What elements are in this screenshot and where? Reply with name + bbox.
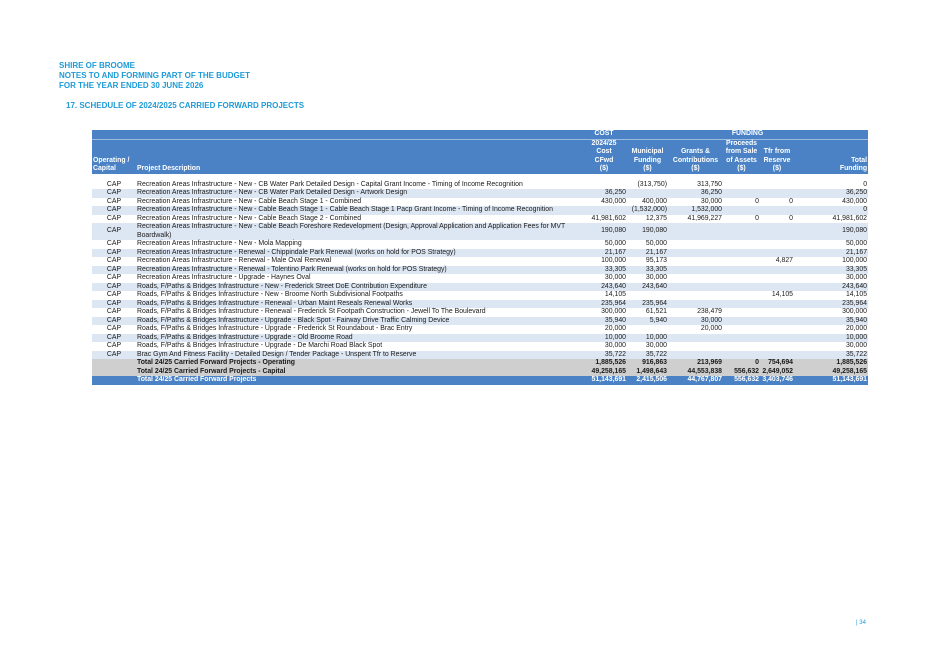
row-description: Recreation Areas Infrastructure - New - Cable Beach Stage 1 - Cable Beach Stage 1 Pacp Grant Income - Timing of Income Recognition — [136, 206, 581, 215]
row-grants: 1,532,000 — [668, 206, 723, 215]
row-proceeds: 0 — [755, 214, 759, 222]
budget-year-title: FOR THE YEAR ENDED 30 JUNE 2026 — [59, 81, 204, 90]
table-row — [92, 223, 868, 240]
row-cost: 33,305 — [581, 266, 627, 275]
row-oc: CAP — [92, 206, 136, 215]
row-cost: 300,000 — [601, 308, 626, 315]
row-oc: CAP — [106, 180, 122, 188]
row-municipal: 50,000 — [645, 240, 667, 247]
table-row — [92, 198, 868, 207]
total-proceeds: 556,632 — [723, 376, 760, 385]
row-oc: CAP — [106, 214, 122, 222]
table-totals — [92, 359, 868, 385]
total-cost: 49,258,165 — [581, 368, 627, 377]
total-tfr: 2,649,052 — [760, 368, 794, 377]
row-total: 33,305 — [794, 266, 868, 275]
row-municipal — [627, 325, 668, 334]
row-grants — [668, 274, 723, 283]
row-tfr — [760, 308, 794, 317]
row-proceeds — [723, 325, 760, 334]
col-description: Project Description — [136, 165, 581, 174]
total-proceeds: 556,632 — [723, 368, 760, 377]
row-proceeds — [723, 274, 760, 283]
col-cost-line3: CFwd — [581, 157, 627, 166]
total-cost: 1,885,526 — [581, 359, 627, 368]
row-oc: CAP — [92, 300, 136, 309]
row-municipal: 33,305 — [627, 266, 668, 275]
total-label: Total 24/25 Carried Forward Projects - Capital — [136, 368, 581, 377]
total-municipal: 916,863 — [627, 359, 668, 368]
row-grants: 20,000 — [700, 325, 722, 332]
row-grants: 41,969,227 — [687, 214, 722, 222]
row-cost: 35,722 — [581, 351, 627, 360]
row-proceeds — [723, 334, 760, 343]
row-tfr — [760, 283, 794, 292]
row-municipal — [627, 291, 668, 300]
row-cost: 50,000 — [604, 240, 626, 247]
totals-row — [92, 368, 868, 377]
row-oc: CAP — [106, 325, 122, 332]
row-proceeds — [723, 342, 760, 351]
row-tfr — [760, 266, 794, 275]
row-description: Recreation Areas Infrastructure - Renewal - Tolentino Park Renewal (works on hold for POS Strategy) — [136, 266, 581, 275]
row-municipal: (1,532,000) — [627, 206, 668, 215]
row-tfr — [760, 240, 794, 249]
total-tfr: 754,694 — [760, 359, 794, 368]
row-grants: 313,750 — [697, 180, 722, 188]
row-municipal: 35,722 — [627, 351, 668, 360]
col-cost-line2: Cost — [581, 148, 627, 157]
row-total: 243,640 — [794, 283, 868, 292]
total-funding: 51,143,691 — [794, 376, 868, 385]
row-grants — [668, 240, 723, 249]
row-municipal: 21,167 — [627, 249, 668, 258]
row-total: 20,000 — [845, 325, 868, 332]
row-proceeds — [723, 266, 760, 275]
row-grants — [668, 300, 723, 309]
row-proceeds — [723, 240, 760, 249]
row-grants — [668, 334, 723, 343]
row-oc: CAP — [92, 266, 136, 275]
row-cost: 243,640 — [581, 283, 627, 292]
row-grants — [668, 223, 723, 240]
row-description: Roads, F/Paths & Bridges Infrastructure - Upgrade - Black Spot - Fairway Drive Traffic Calming Device — [136, 317, 581, 326]
row-oc: CAP — [92, 283, 136, 292]
row-description: Recreation Areas Infrastructure - New - Cable Beach Foreshore Redevelopment (Design, Approval Application and Application Fees for MVT Boardwalk) — [136, 223, 581, 240]
row-total: 14,105 — [845, 291, 868, 298]
row-proceeds: 0 — [755, 197, 759, 205]
row-tfr — [760, 223, 794, 240]
row-oc: CAP — [92, 317, 136, 326]
group-cost-header: COST — [581, 130, 627, 139]
col-oc-line2: Capital — [92, 165, 136, 174]
carried-forward-projects-table — [92, 130, 868, 385]
col-tfr-line2: Reserve — [760, 157, 794, 166]
row-tfr — [760, 300, 794, 309]
row-tfr — [760, 249, 794, 258]
org-name: SHIRE OF BROOME — [59, 61, 136, 70]
table-row — [92, 206, 868, 215]
table-row — [92, 317, 868, 326]
row-oc: CAP — [106, 257, 122, 264]
table-row — [92, 189, 868, 198]
row-oc: CAP — [106, 197, 122, 205]
totals-row — [92, 376, 868, 385]
row-tfr: 4,827 — [775, 257, 793, 264]
table-body — [92, 174, 868, 360]
row-municipal: 12,375 — [645, 214, 667, 222]
table-row — [92, 342, 868, 351]
table-row — [92, 291, 868, 300]
row-total: 300,000 — [842, 308, 868, 315]
table-row — [92, 283, 868, 292]
row-grants — [668, 342, 723, 351]
row-proceeds — [723, 206, 760, 215]
col-municipal-line2: Funding — [627, 157, 668, 166]
row-grants — [668, 291, 723, 300]
row-tfr — [760, 206, 794, 215]
row-tfr — [760, 274, 794, 283]
col-total-line1: Total — [794, 157, 868, 166]
row-oc: CAP — [106, 291, 122, 298]
totals-row — [92, 359, 868, 368]
row-oc: CAP — [92, 189, 136, 198]
budget-notes-title: NOTES TO AND FORMING PART OF THE BUDGET — [59, 71, 250, 80]
row-proceeds — [723, 223, 760, 240]
table-row — [92, 174, 868, 190]
row-cost: 190,080 — [581, 223, 627, 240]
table-row — [92, 300, 868, 309]
row-municipal: 243,640 — [627, 283, 668, 292]
row-tfr — [760, 351, 794, 360]
row-description: Roads, F/Paths & Bridges Infrastructure - New - Frederick Street DoE Contribution Expenditure — [136, 283, 581, 292]
row-proceeds — [723, 283, 760, 292]
row-proceeds — [723, 174, 760, 190]
total-municipal: 2,415,506 — [627, 376, 668, 385]
row-total: 0 — [863, 180, 868, 188]
row-proceeds — [723, 291, 760, 300]
col-proceeds-line1: Proceeds — [723, 139, 760, 148]
row-description: Recreation Areas Infrastructure - New - Cable Beach Stage 2 - Combined — [137, 214, 362, 222]
total-proceeds: 0 — [723, 359, 760, 368]
row-total: 10,000 — [794, 334, 868, 343]
group-funding-header: FUNDING — [627, 130, 868, 139]
row-total: 30,000 — [845, 342, 868, 349]
row-proceeds — [723, 300, 760, 309]
row-description: Recreation Areas Infrastructure - Upgrade - Haynes Oval — [137, 274, 311, 281]
row-proceeds — [723, 351, 760, 360]
row-oc: CAP — [106, 240, 122, 247]
row-total: 35,940 — [794, 317, 868, 326]
row-description: Roads, F/Paths & Bridges Infrastructure - Upgrade - Old Broome Road — [136, 334, 581, 343]
total-municipal: 1,498,643 — [627, 368, 668, 377]
table-row — [92, 249, 868, 258]
row-tfr — [760, 334, 794, 343]
row-oc: CAP — [106, 342, 122, 349]
row-cost: 21,167 — [581, 249, 627, 258]
row-municipal: 10,000 — [627, 334, 668, 343]
row-municipal: 61,521 — [645, 308, 667, 315]
row-grants — [668, 257, 723, 266]
row-total: 41,981,602 — [832, 214, 868, 222]
row-description: Roads, F/Paths & Bridges Infrastructure - Renewal - Frederick St Footpath Construction - Jewell To The Boulevard — [137, 308, 486, 315]
row-proceeds — [723, 249, 760, 258]
total-grants: 44,553,838 — [668, 368, 723, 377]
row-municipal — [627, 189, 668, 198]
row-cost: 20,000 — [604, 325, 626, 332]
table-row — [92, 240, 868, 249]
row-oc: CAP — [92, 334, 136, 343]
row-cost: 35,940 — [581, 317, 627, 326]
row-cost — [581, 174, 627, 190]
row-grants — [668, 351, 723, 360]
total-cost: 51,143,691 — [581, 376, 627, 385]
row-municipal: 190,080 — [627, 223, 668, 240]
row-description: Roads, F/Paths & Bridges Infrastructure - New - Broome North Subdivisional Footpaths — [137, 291, 403, 298]
total-grants: 213,969 — [668, 359, 723, 368]
row-description: Recreation Areas Infrastructure - Renewal - Chippindale Park Renewal (works on hold for POS Strategy) — [136, 249, 581, 258]
row-proceeds — [723, 317, 760, 326]
col-tfr-line3: ($) — [760, 165, 794, 174]
row-grants — [668, 249, 723, 258]
row-municipal: 95,173 — [645, 257, 667, 264]
row-tfr — [760, 325, 794, 334]
row-grants: 30,000 — [668, 317, 723, 326]
col-grants-line3: ($) — [668, 165, 723, 174]
row-cost: 235,964 — [581, 300, 627, 309]
row-tfr — [760, 342, 794, 351]
row-cost: 30,000 — [604, 274, 626, 281]
total-label: Total 24/25 Carried Forward Projects - Operating — [136, 359, 581, 368]
page-number: | 34 — [856, 620, 866, 626]
row-cost: 36,250 — [581, 189, 627, 198]
row-cost — [581, 206, 627, 215]
row-municipal: 30,000 — [645, 342, 667, 349]
row-municipal: 30,000 — [645, 274, 667, 281]
row-cost: 41,981,602 — [591, 214, 626, 222]
row-total: 190,080 — [794, 223, 868, 240]
row-description: Recreation Areas Infrastructure - New - Cable Beach Stage 1 - Combined — [137, 197, 362, 205]
table-row — [92, 325, 868, 334]
row-grants: 30,000 — [700, 197, 722, 205]
row-description: Recreation Areas Infrastructure - New - CB Water Park Detailed Design - Capital Grant Income - Timing of Income Recognition — [137, 180, 523, 188]
row-cost: 100,000 — [601, 257, 626, 264]
row-total: 30,000 — [845, 274, 868, 281]
col-municipal-line1: Municipal — [627, 148, 668, 157]
table-row — [92, 351, 868, 360]
row-grants: 36,250 — [668, 189, 723, 198]
row-tfr: 0 — [789, 197, 793, 205]
row-description: Recreation Areas Infrastructure - Renewal - Male Oval Renewal — [137, 257, 332, 264]
row-description: Roads, F/Paths & Bridges Infrastructure - Upgrade - Frederick St Roundabout - Brac Entry — [137, 325, 413, 332]
row-total: 21,167 — [794, 249, 868, 258]
section-title: 17. SCHEDULE OF 2024/2025 CARRIED FORWARD PROJECTS — [66, 101, 305, 110]
row-description: Brac Gym And Fitness Facility - Detailed Design / Tender Package - Unspent Tfr to Reserve — [136, 351, 581, 360]
row-municipal: 400,000 — [642, 197, 667, 205]
row-description: Recreation Areas Infrastructure - New - CB Water Park Detailed Design - Artwork Design — [136, 189, 581, 198]
total-label: Total 24/25 Carried Forward Projects — [136, 376, 581, 385]
row-total: 100,000 — [842, 257, 868, 264]
row-municipal: (313,750) — [637, 180, 667, 188]
col-grants-line1: Grants & — [668, 148, 723, 157]
row-municipal: 5,940 — [627, 317, 668, 326]
row-oc: CAP — [92, 223, 136, 240]
row-total: 0 — [794, 206, 868, 215]
row-grants — [668, 266, 723, 275]
total-funding: 49,258,165 — [794, 368, 868, 377]
row-oc: CAP — [106, 274, 122, 281]
row-description: Roads, F/Paths & Bridges Infrastructure - Renewal - Urban Maint Reseals Renewal Works — [136, 300, 581, 309]
row-tfr — [760, 317, 794, 326]
table-row — [92, 257, 868, 266]
col-total-line2: Funding — [794, 165, 868, 174]
total-tfr: 3,403,746 — [760, 376, 794, 385]
row-cost: 10,000 — [581, 334, 627, 343]
row-oc: CAP — [106, 308, 122, 315]
col-municipal-line3: ($) — [627, 165, 668, 174]
row-proceeds — [723, 189, 760, 198]
row-total: 235,964 — [794, 300, 868, 309]
row-total: 36,250 — [794, 189, 868, 198]
row-oc: CAP — [92, 249, 136, 258]
row-grants — [668, 283, 723, 292]
row-description: Recreation Areas Infrastructure - New - Mola Mapping — [137, 240, 302, 247]
col-proceeds-line2: from Sale — [723, 148, 760, 157]
row-cost: 14,105 — [604, 291, 626, 298]
col-proceeds-line4: ($) — [723, 165, 760, 174]
table-row — [92, 334, 868, 343]
col-cost-line4: ($) — [581, 165, 627, 174]
row-oc: CAP — [92, 351, 136, 360]
table-header — [92, 130, 868, 174]
row-tfr: 14,105 — [771, 291, 793, 298]
row-municipal: 235,964 — [627, 300, 668, 309]
total-grants: 44,767,807 — [668, 376, 723, 385]
col-grants-line2: Contributions — [668, 157, 723, 166]
row-cost: 30,000 — [604, 342, 626, 349]
row-grants: 238,479 — [697, 308, 722, 315]
row-proceeds — [723, 257, 760, 266]
col-tfr-line1: Tfr from — [760, 148, 794, 157]
col-proceeds-line3: of Assets — [723, 157, 760, 166]
row-total: 35,722 — [794, 351, 868, 360]
row-proceeds — [723, 308, 760, 317]
row-description: Roads, F/Paths & Bridges Infrastructure - Upgrade - De Marchi Road Black Spot — [137, 342, 383, 349]
table-row — [92, 266, 868, 275]
table-row — [92, 215, 868, 224]
row-tfr — [760, 174, 794, 190]
row-total: 430,000 — [842, 197, 868, 205]
row-tfr: 0 — [789, 214, 793, 222]
row-total: 50,000 — [845, 240, 868, 247]
total-funding: 1,885,526 — [794, 359, 868, 368]
table-row — [92, 274, 868, 283]
row-cost: 430,000 — [601, 197, 626, 205]
row-tfr — [760, 189, 794, 198]
col-oc-line1: Operating / — [92, 157, 136, 166]
table-row — [92, 308, 868, 317]
col-cost-line1: 2024/25 — [581, 139, 627, 148]
